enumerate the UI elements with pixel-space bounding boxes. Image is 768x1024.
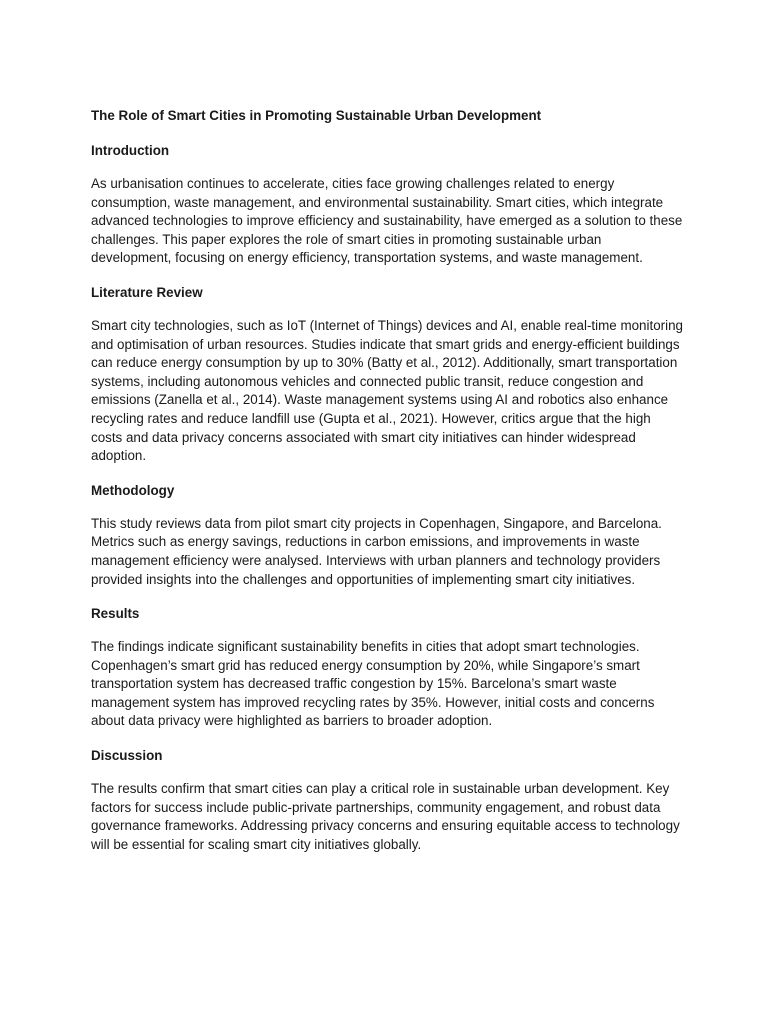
literature-review-heading: Literature Review [91,284,203,300]
discussion-paragraph: The results confirm that smart cities can play a critical role in sustainable urban development. Key factors for success include public-private partnerships, community engagement, and robust data governance frameworks. Addressing privacy concerns and ensuring equitable access to technology will be essential for scaling smart city initiatives globally. [91,781,680,852]
literature-review-paragraph: Smart city technologies, such as IoT (Internet of Things) devices and AI, enable real-time monitoring and optimisation of urban resources. Studies indicate that smart grids and energy-efficient buildings can reduce energy consumption by up to 30% (Batty et al., 2012). Additionally, smart transportation systems, including autonomous vehicles and connected public transit, reduce congestion and emissions (Zanella et al., 2014). Waste management systems using AI and robotics also enhance recycling rates and reduce landfill use (Gupta et al., 2021). However, critics argue that the high costs and data privacy concerns associated with smart city initiatives can hinder widespread adoption. [91,317,683,464]
discussion-heading: Discussion [91,748,163,764]
methodology-heading: Methodology [91,482,175,498]
results-paragraph: The findings indicate significant sustainability benefits in cities that adopt smart technologies. Copenhagen’s smart grid has reduced energy consumption by 20%, while Singapore’s smart transportation system has decreased traffic congestion by 15%. Barcelona’s smart waste management system has improved recycling rates by 35%. However, initial costs and concerns about data privacy were highlighted as barriers to broader adoption. [91,639,655,729]
results-heading: Results [91,606,140,622]
document-content [91,106,683,869]
introduction-heading: Introduction [91,143,170,158]
document-title: The Role of Smart Cities in Promoting Sustainable Urban Development [91,108,542,123]
methodology-paragraph: This study reviews data from pilot smart city projects in Copenhagen, Singapore, and Barcelona. Metrics such as energy savings, reductions in carbon emissions, and improvements in waste management efficiency were analysed. Interviews with urban planners and technology providers provided insights into the challenges and opportunities of implementing smart city initiatives. [91,515,662,587]
introduction-paragraph: As urbanisation continues to accelerate, cities face growing challenges related to energy consumption, waste management, and environmental sustainability. Smart cities, which integrate advanced technologies to improve efficiency and sustainability, have emerged as a solution to these challenges. This paper explores the role of smart cities in promoting sustainable urban development, focusing on energy efficiency, transportation systems, and waste management. [91,176,683,266]
